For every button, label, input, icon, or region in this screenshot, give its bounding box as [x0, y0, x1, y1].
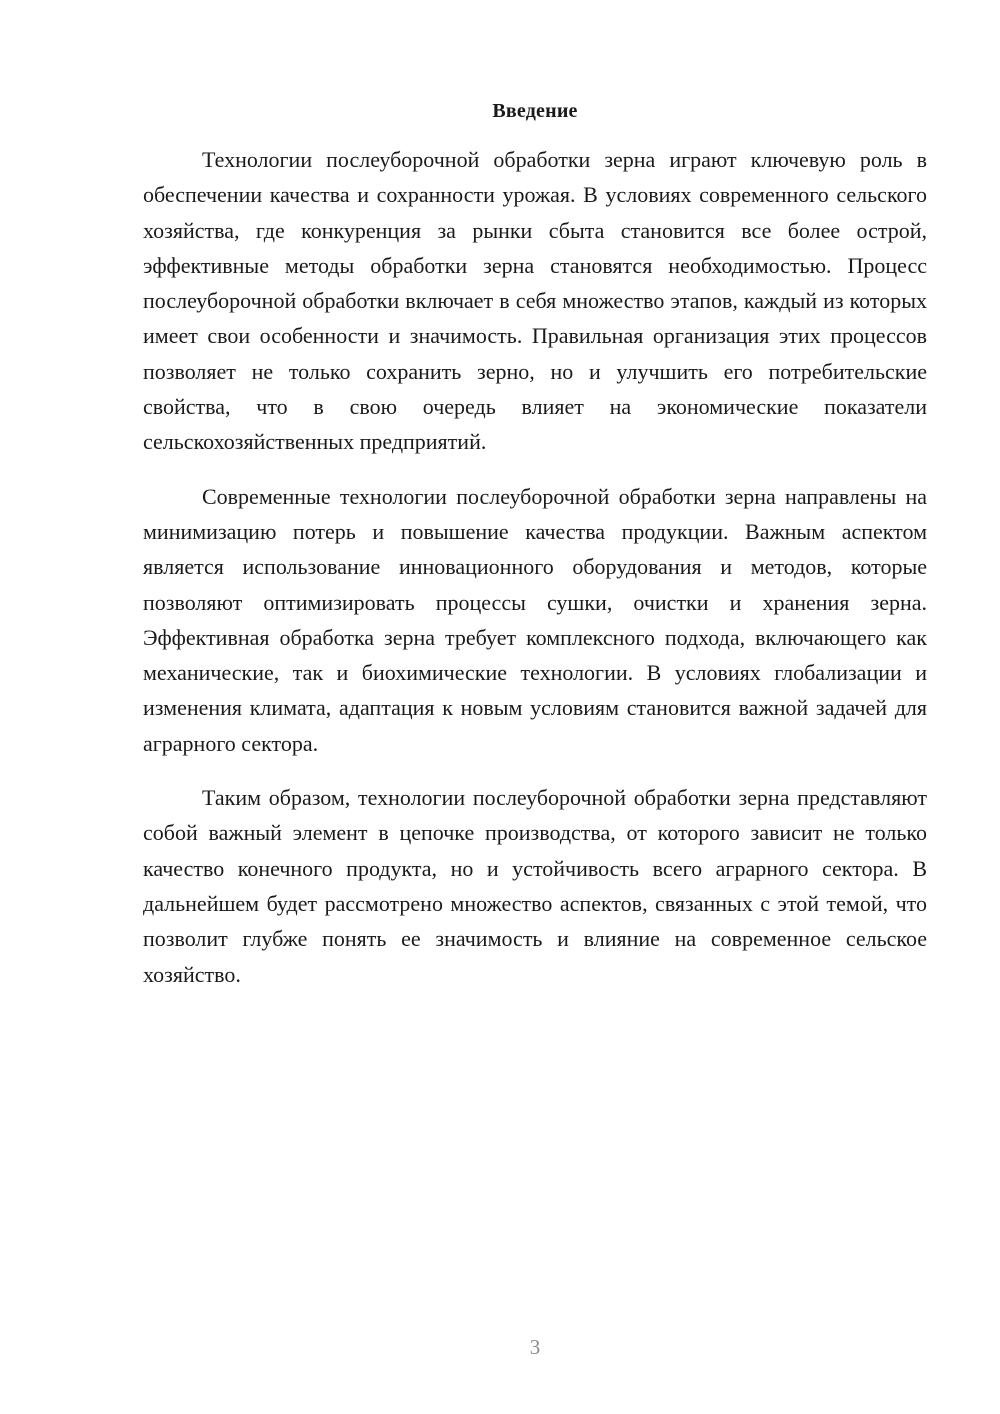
body-text — [143, 142, 927, 1011]
paragraph-3: Таким образом, технологии послеуборочной обработки зерна представляют собой важный элемент в цепочке производства, от которого зависит не только качество конечного продукта, но и устойчивость всего аграрного сектора. В дальнейшем будет рассмотрено множество аспектов, связанных с этой темой, что позволит глубже понять ее значимость и влияние на современное сельское хозяйство. — [143, 785, 927, 987]
page-number: 3 — [529, 1335, 541, 1359]
section-heading: Введение — [492, 100, 578, 122]
paragraph-2: Современные технологии послеуборочной обработки зерна направлены на минимизацию потерь и повышение качества продукции. Важным аспектом является использование инновационного оборудования и методов, которые позволяют оптимизировать процессы сушки, очистки и хранения зерна. Эффективная обработка зерна требует комплексного подхода, включающего как механические, так и биохимические технологии. В условиях глобализации и изменения климата, адаптация к новым условиям становится важной задачей для аграрного сектора. — [143, 483, 927, 756]
paragraph-1: Технологии послеуборочной обработки зерна играют ключевую роль в обеспечении качества и сохранности урожая. В условиях современного сельского хозяйства, где конкуренция за рынки сбыта становится все более острой, эффективные методы обработки зерна становятся необходимостью. Процесс послеуборочной обработки включает в себя множество этапов, каждый из которых имеет свои особенности и значимость. Правильная организация этих процессов позволяет не только сохранить зерно, но и улучшить его потребительские свойства, что в свою очередь влияет на экономические показатели сельскохозяйственных предприятий. — [143, 147, 927, 455]
